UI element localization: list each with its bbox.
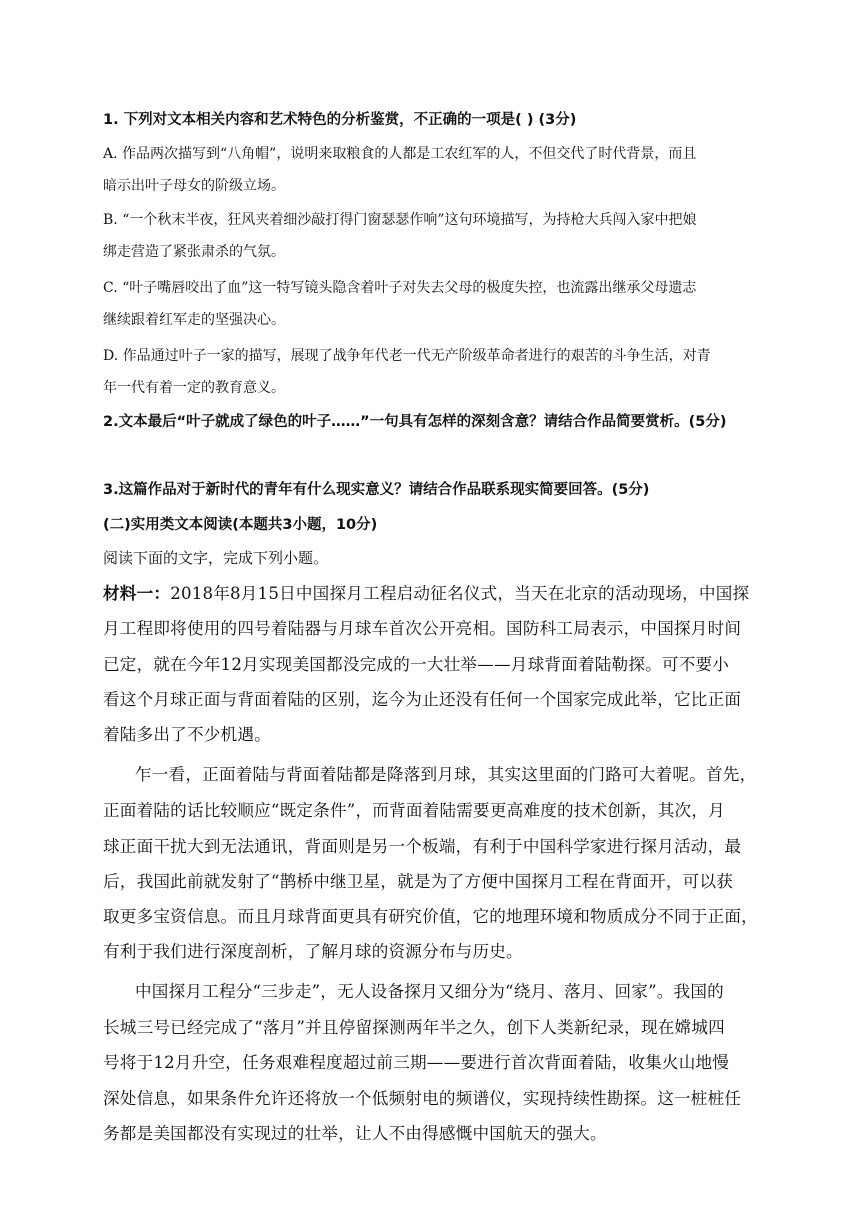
paragraph-2-line-2: 正面着陆的话比较顺应“既定条件”，而背面着陆需要更高难度的技术创新，其次，月 xyxy=(103,801,725,820)
paragraph-3-line-3: 号将于12月升空，任务艰难程度超过前三期——要进行首次背面着陆，收集火山地慢 xyxy=(103,1053,730,1072)
question-3-title: 3.这篇作品对于新时代的青年有什么现实意义？请结合作品联系现实简要回答。(5分) xyxy=(103,482,650,498)
material-1-label: 材料一： xyxy=(103,583,171,603)
paragraph-2-line-3: 球正面干扰大到无法通讯，背面则是另一个板端，有利于中国科学家进行探月活动，最 xyxy=(103,837,742,856)
paragraph-2-line-6: 有利于我们进行深度剖析，了解月球的资源分布与历史。 xyxy=(103,942,523,961)
question-1-option-a-line-1: A. 作品两次描写到“八角帽”，说明来取粮食的人都是工农红军的人，不但交代了时代背景，而且 xyxy=(103,146,697,162)
question-1-option-b-line-2: 绑走营造了紧张肃杀的气氛。 xyxy=(103,244,285,260)
material-1-line-5: 着陆多出了不少机遇。 xyxy=(103,725,271,744)
question-1-title: 1. 下列对文本相关内容和艺术特色的分析鉴赏，不正确的一项是( ) (3分) xyxy=(103,112,577,128)
paragraph-3-line-5: 务都是美国都没有实现过的壮举，让人不由得感慨中国航天的强大。 xyxy=(103,1124,607,1143)
question-1-option-d-line-1: D. 作品通过叶子一家的描写，展现了战争年代老一代无产阶级革命者进行的艰苦的斗争生活，对青 xyxy=(103,348,711,364)
material-1-line-2: 月工程即将使用的四号着陆器与月球车首次公开亮相。国防科工局表示，中国探月时间 xyxy=(103,619,742,638)
material-1-line-4: 看这个月球正面与背面着陆的区别，迄今为止还没有任何一个国家完成此举，它比正面 xyxy=(103,690,742,709)
question-1-option-c-line-2: 继续跟着红军走的坚强决心。 xyxy=(103,312,285,328)
paragraph-2-line-1: 乍一看，正面着陆与背面着陆都是降落到月球，其实这里面的门路可大着呢。首先， xyxy=(135,765,757,784)
question-2-title: 2.文本最后“叶子就成了绿色的叶子……”一句具有怎样的深刻含意？请结合作品简要赏析。(5分) xyxy=(103,414,727,430)
question-1-option-a-line-2: 暗示出叶子母女的阶级立场。 xyxy=(103,178,285,194)
question-1-option-c-line-1: C. “叶子嘴唇咬出了血”这一特写镜头隐含着叶子对失去父母的极度失控，也流露出继承父母遗志 xyxy=(103,280,697,296)
question-1-option-d-line-2: 年一代有着一定的教育意义。 xyxy=(103,380,285,396)
paragraph-2-line-5: 取更多宝资信息。而且月球背面更具有研究价值，它的地理环境和物质成分不同于正面， xyxy=(103,907,758,926)
section-heading: (二)实用类文本阅读(本题共3小题，10分) xyxy=(103,517,378,533)
section-instruction: 阅读下面的文字，完成下列小题。 xyxy=(103,549,329,567)
paragraph-3-line-1: 中国探月工程分“三步走”，无人设备探月又细分为“绕月、落月、回家”。我国的 xyxy=(135,982,724,1001)
material-1-line-3: 已定，就在今年12月实现美国都没完成的一大壮举——月球背面着陆勒探。可不要小 xyxy=(103,655,730,674)
paragraph-2-line-4: 后，我国此前就发射了“鹊桥中继卫星，就是为了方便中国探月工程在背面开，可以获 xyxy=(103,872,734,891)
material-1-line-1 xyxy=(103,582,763,605)
material-1-line-1-text: 2018年8月15日中国探月工程启动征名仪式，当天在北京的活动现场，中国探 xyxy=(170,584,750,603)
question-1-option-b-line-1: B. “一个秋末半夜，狂风夹着细沙敲打得门窗瑟瑟作响”这句环境描写，为持枪大兵闯入家中把娘 xyxy=(103,212,697,228)
paragraph-3-line-4: 深处信息，如果条件允许还将放一个低频射电的频谱仪，实现持续性勘探。这一桩桩任 xyxy=(103,1089,742,1108)
paragraph-3-line-2: 长城三号已经完成了“落月”并且停留探测两年半之久，创下人类新纪录，现在嫦城四 xyxy=(103,1018,725,1037)
